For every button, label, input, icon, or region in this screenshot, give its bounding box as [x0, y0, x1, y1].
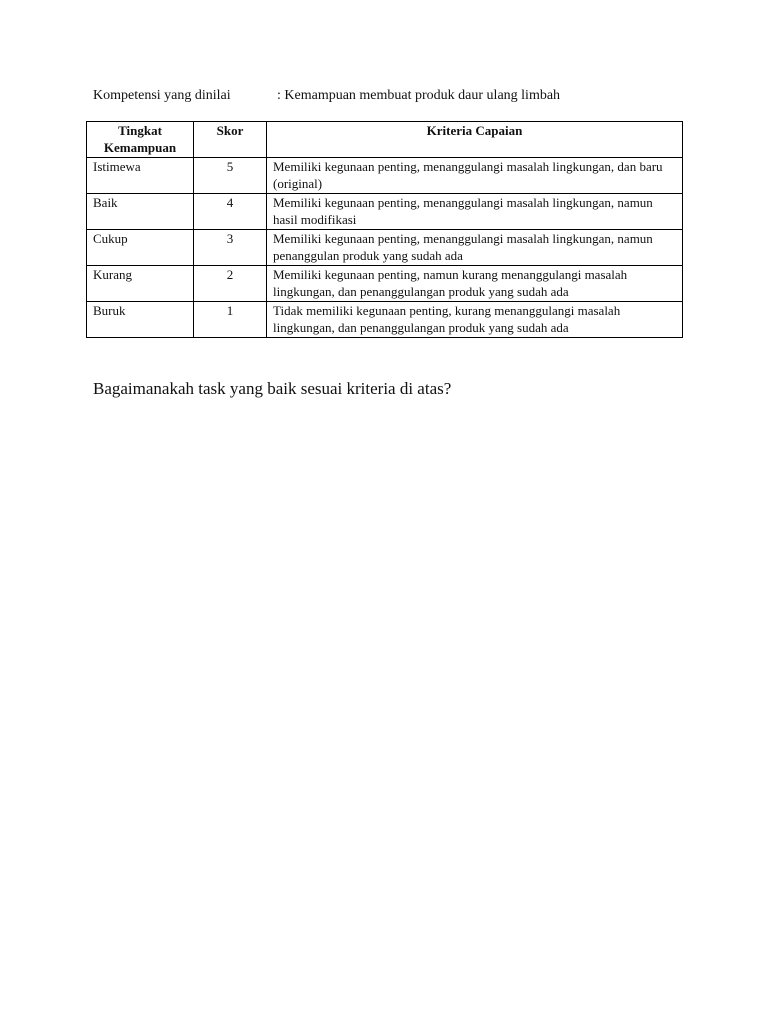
cell-level: Istimewa — [87, 158, 194, 194]
header-score: Skor — [194, 122, 267, 158]
cell-score: 2 — [194, 266, 267, 302]
question-heading: Bagaimanakah task yang baik sesuai kriteria di atas? — [93, 379, 452, 398]
cell-criteria: Memiliki kegunaan penting, menanggulangi masalah lingkungan, namun penanggulan produk yang sudah ada — [267, 230, 683, 266]
cell-criteria: Memiliki kegunaan penting, menanggulangi masalah lingkungan, namun hasil modifikasi — [267, 194, 683, 230]
rubric-table — [86, 121, 683, 338]
table-row — [87, 158, 683, 194]
cell-level: Baik — [87, 194, 194, 230]
table-row — [87, 302, 683, 338]
cell-criteria: Memiliki kegunaan penting, namun kurang menanggulangi masalah lingkungan, dan penanggulangan produk yang sudah ada — [267, 266, 683, 302]
cell-score: 1 — [194, 302, 267, 338]
cell-level: Kurang — [87, 266, 194, 302]
cell-score: 4 — [194, 194, 267, 230]
cell-level: Cukup — [87, 230, 194, 266]
competency-value: : Kemampuan membuat produk daur ulang limbah — [277, 88, 561, 103]
cell-criteria: Tidak memiliki kegunaan penting, kurang menanggulangi masalah lingkungan, dan penanggulangan produk yang sudah ada — [267, 302, 683, 338]
competency-label: Kompetensi yang dinilai — [93, 88, 231, 103]
competency-line — [93, 86, 560, 106]
cell-score: 5 — [194, 158, 267, 194]
table-row — [87, 194, 683, 230]
cell-level: Buruk — [87, 302, 194, 338]
table-row — [87, 266, 683, 302]
table-row — [87, 230, 683, 266]
cell-criteria: Memiliki kegunaan penting, menanggulangi masalah lingkungan, dan baru (original) — [267, 158, 683, 194]
cell-score: 3 — [194, 230, 267, 266]
header-ability-level: Tingkat Kemampuan — [87, 122, 194, 158]
table-header-row — [87, 122, 683, 158]
header-criteria: Kriteria Capaian — [267, 122, 683, 158]
